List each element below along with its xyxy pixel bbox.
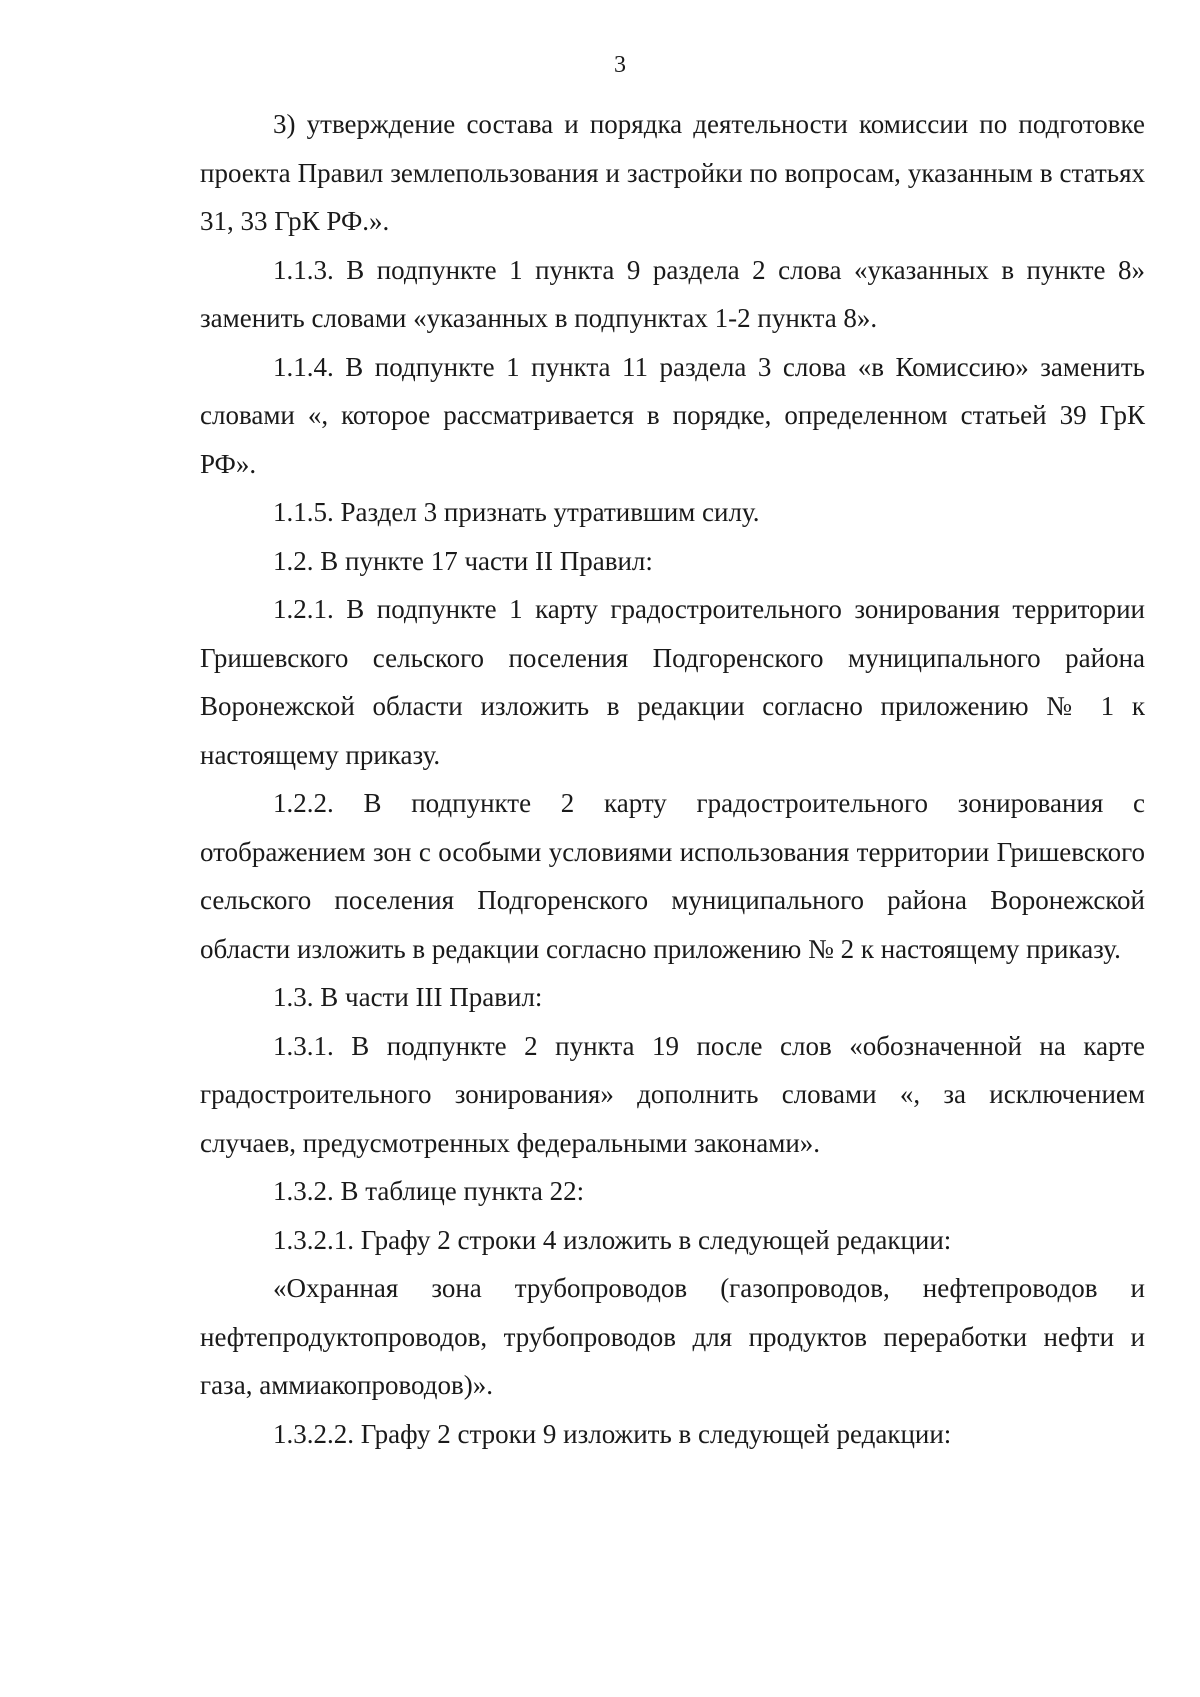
paragraph-1-1-3: 1.1.3. В подпункте 1 пункта 9 раздела 2 слова «указанных в пункте 8» заменить словами «указанных в подпунктах 1-2 пункта 8». bbox=[200, 254, 1145, 333]
paragraph-1-3-1: 1.3.1. В подпункте 2 пункта 19 после слов «обозначенной на карте градостроительного зонирования» дополнить словами «, за исключением случаев, предусмотренных федеральными законами». bbox=[200, 1030, 1145, 1158]
paragraph-1-3: 1.3. В части III Правил: bbox=[273, 982, 543, 1012]
paragraph-1-3-2: 1.3.2. В таблице пункта 22: bbox=[273, 1176, 585, 1206]
paragraph-1-2-2: 1.2.2. В подпункте 2 карту градостроительного зонирования с отображением зон с особыми условиями использования территории Гришевского сельского поселения Подгоренского муниципального района Воронежской области изложить в редакции согласно приложению № 2 к настоящему приказу. bbox=[200, 788, 1145, 964]
paragraph-1-3-2-2: 1.3.2.2. Графу 2 строки 9 изложить в следующей редакции: bbox=[273, 1418, 952, 1449]
paragraph-1-2-1: 1.2.1. В подпункте 1 карту градостроительного зонирования территории Гришевского сельского поселения Подгоренского муниципального района Воронежской области изложить в редакции согласно приложению № 1 к настоящему приказу. bbox=[200, 594, 1145, 770]
page-number: 3 bbox=[614, 52, 626, 78]
paragraph-quote-pipeline-zone: «Охранная зона трубопроводов (газопроводов, нефтепроводов и нефтепродуктопроводов, трубопроводов для продуктов переработки нефти и газа, аммиакопроводов)». bbox=[200, 1273, 1145, 1400]
paragraph-1-1-4: 1.1.4. В подпункте 1 пункта 11 раздела 3 слова «в Комиссию» заменить словами «, которое рассматривается в порядке, определенном статьей 39 ГрК РФ». bbox=[200, 351, 1145, 479]
paragraph-1-3-2-1: 1.3.2.1. Графу 2 строки 4 изложить в следующей редакции: bbox=[273, 1224, 952, 1255]
paragraph-1-1-5: 1.1.5. Раздел 3 признать утратившим силу. bbox=[273, 497, 760, 527]
document-body bbox=[200, 100, 1145, 1458]
paragraph-item-3: 3) утверждение состава и порядка деятельности комиссии по подготовке проекта Правил землепользования и застройки по вопросам, указанным в статьях 31, 33 ГрК РФ.». bbox=[200, 109, 1145, 236]
paragraph-1-2: 1.2. В пункте 17 части II Правил: bbox=[273, 545, 653, 576]
